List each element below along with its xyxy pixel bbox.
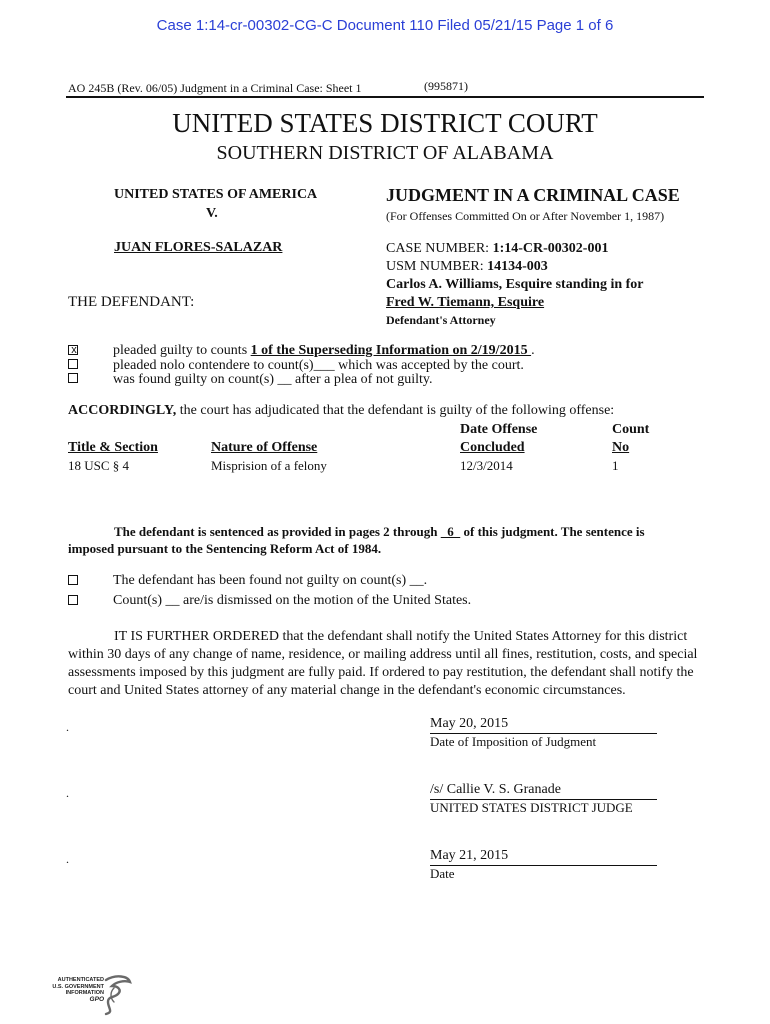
case-number: 1:14-CR-00302-001 [492, 241, 609, 256]
document-title: JUDGMENT IN A CRIMINAL CASE [386, 185, 680, 205]
signed-date-line [430, 865, 657, 866]
plea-nolo-text: pleaded nolo contendere to count(s)___ which was accepted by the court. [113, 358, 524, 373]
document-subtitle: (For Offenses Committed On or After November 1, 1987) [386, 209, 665, 223]
offense-nature: Misprision of a felony [211, 458, 327, 473]
case-number-label: CASE NUMBER: [386, 241, 490, 256]
offense-title-section: 18 USC § 4 [68, 458, 130, 473]
gpo-eagle-icon [102, 974, 132, 1016]
defendant-name: JUAN FLORES-SALAZAR [114, 240, 283, 255]
plea-guilty-checkbox[interactable] [68, 345, 78, 355]
case-header-stamp: Case 1:14-cr-00302-CG-C Document 110 Filed 05/21/15 Page 1 of 6 [156, 17, 614, 34]
adjudication-statement [68, 403, 614, 419]
imposition-date: May 20, 2015 [430, 716, 509, 731]
court-name: UNITED STATES DISTRICT COURT [172, 108, 598, 138]
versus-label: V. [206, 206, 218, 221]
imposition-date-label: Date of Imposition of Judgment [430, 734, 597, 749]
plea-guilty-check-mark: x [71, 344, 77, 356]
the-defendant-label: THE DEFENDANT: [68, 294, 195, 310]
plea-not-guilty-checkbox[interactable] [68, 373, 78, 383]
signature-dot-3: . [66, 852, 69, 866]
plea-guilty-prefix: pleaded guilty to counts [113, 343, 251, 358]
not-guilty-text: The defendant has been found not guilty on count(s) __. [113, 573, 428, 588]
seal-line-4: GPO [89, 995, 104, 1003]
gpo-authentication-seal [44, 974, 132, 1018]
sentence-line-2: imposed pursuant to the Sentencing Reform Act of 1984. [68, 541, 382, 556]
attorney-line-2: Fred W. Tiemann, Esquire [386, 295, 545, 310]
header-count-top: Count [612, 422, 650, 437]
sentence-pages: 6 [440, 524, 461, 539]
plea-guilty-text [113, 343, 535, 359]
dismissed-text: Count(s) __ are/is dismissed on the motion of the United States. [113, 593, 472, 608]
plea-guilty-suffix: . [531, 343, 535, 358]
plea-nolo-checkbox[interactable] [68, 359, 78, 369]
sentence-text-b: of this judgment. The sentence is [460, 524, 645, 539]
signature-dot-2: . [66, 786, 69, 800]
seal-line-1: AUTHENTICATED [57, 977, 104, 983]
attorney-label: Defendant's Attorney [386, 313, 496, 327]
form-identifier: AO 245B (Rev. 06/05) Judgment in a Criminal Case: Sheet 1 [68, 81, 362, 95]
usm-number-row [386, 259, 548, 275]
adjudication-text: the court has adjudicated that the defendant is guilty of the following offense: [176, 403, 615, 418]
judge-title: UNITED STATES DISTRICT JUDGE [430, 800, 633, 815]
usm-number: 14134-003 [487, 259, 548, 274]
adjudication-lead: ACCORDINGLY, [68, 403, 177, 418]
seal-line-3: INFORMATION [65, 990, 104, 996]
signed-date-label: Date [430, 866, 455, 881]
plea-not-guilty-text: was found guilty on count(s) __ after a plea of not guilty. [113, 372, 433, 387]
offense-date: 12/3/2014 [460, 458, 513, 473]
form-number: (995871) [424, 79, 468, 93]
attorney-line-1: Carlos A. Williams, Esquire standing in for [386, 277, 644, 292]
court-district: SOUTHERN DISTRICT OF ALABAMA [216, 142, 554, 164]
seal-line-2: U.S. GOVERNMENT [52, 983, 104, 990]
header-date-bottom: Concluded [460, 440, 525, 455]
signature-dot-1: . [66, 720, 69, 734]
header-date-top: Date Offense [460, 422, 538, 437]
sentence-line-1 [114, 524, 645, 540]
header-divider [66, 96, 704, 98]
header-nature: Nature of Offense [211, 440, 318, 455]
not-guilty-checkbox[interactable] [68, 575, 78, 585]
plaintiff-name: UNITED STATES OF AMERICA [114, 187, 318, 202]
offense-count: 1 [612, 458, 619, 473]
header-title-section: Title & Section [68, 440, 158, 455]
usm-number-label: USM NUMBER: [386, 259, 484, 274]
case-number-row [386, 241, 608, 257]
sentence-text-a: The defendant is sentenced as provided in pages 2 through [114, 524, 441, 539]
dismissed-checkbox[interactable] [68, 595, 78, 605]
signed-date: May 21, 2015 [430, 848, 509, 863]
plea-guilty-counts: 1 of the Superseding Information on 2/19/2015 [250, 343, 532, 358]
header-count-bottom: No [612, 440, 630, 455]
judge-signature: /s/ Callie V. S. Granade [430, 782, 561, 797]
further-ordered-paragraph: IT IS FURTHER ORDERED that the defendant shall notify the United States Attorney for this district within 30 days of any change of name, residence, or mailing address until all fines, restitution, costs, and special assessments imposed by this judgment are fully paid. If ordered to pay restitution, the defendant shall notify the court and United States attorney of any material change in the defendant's economic circumstances. [68, 629, 698, 698]
